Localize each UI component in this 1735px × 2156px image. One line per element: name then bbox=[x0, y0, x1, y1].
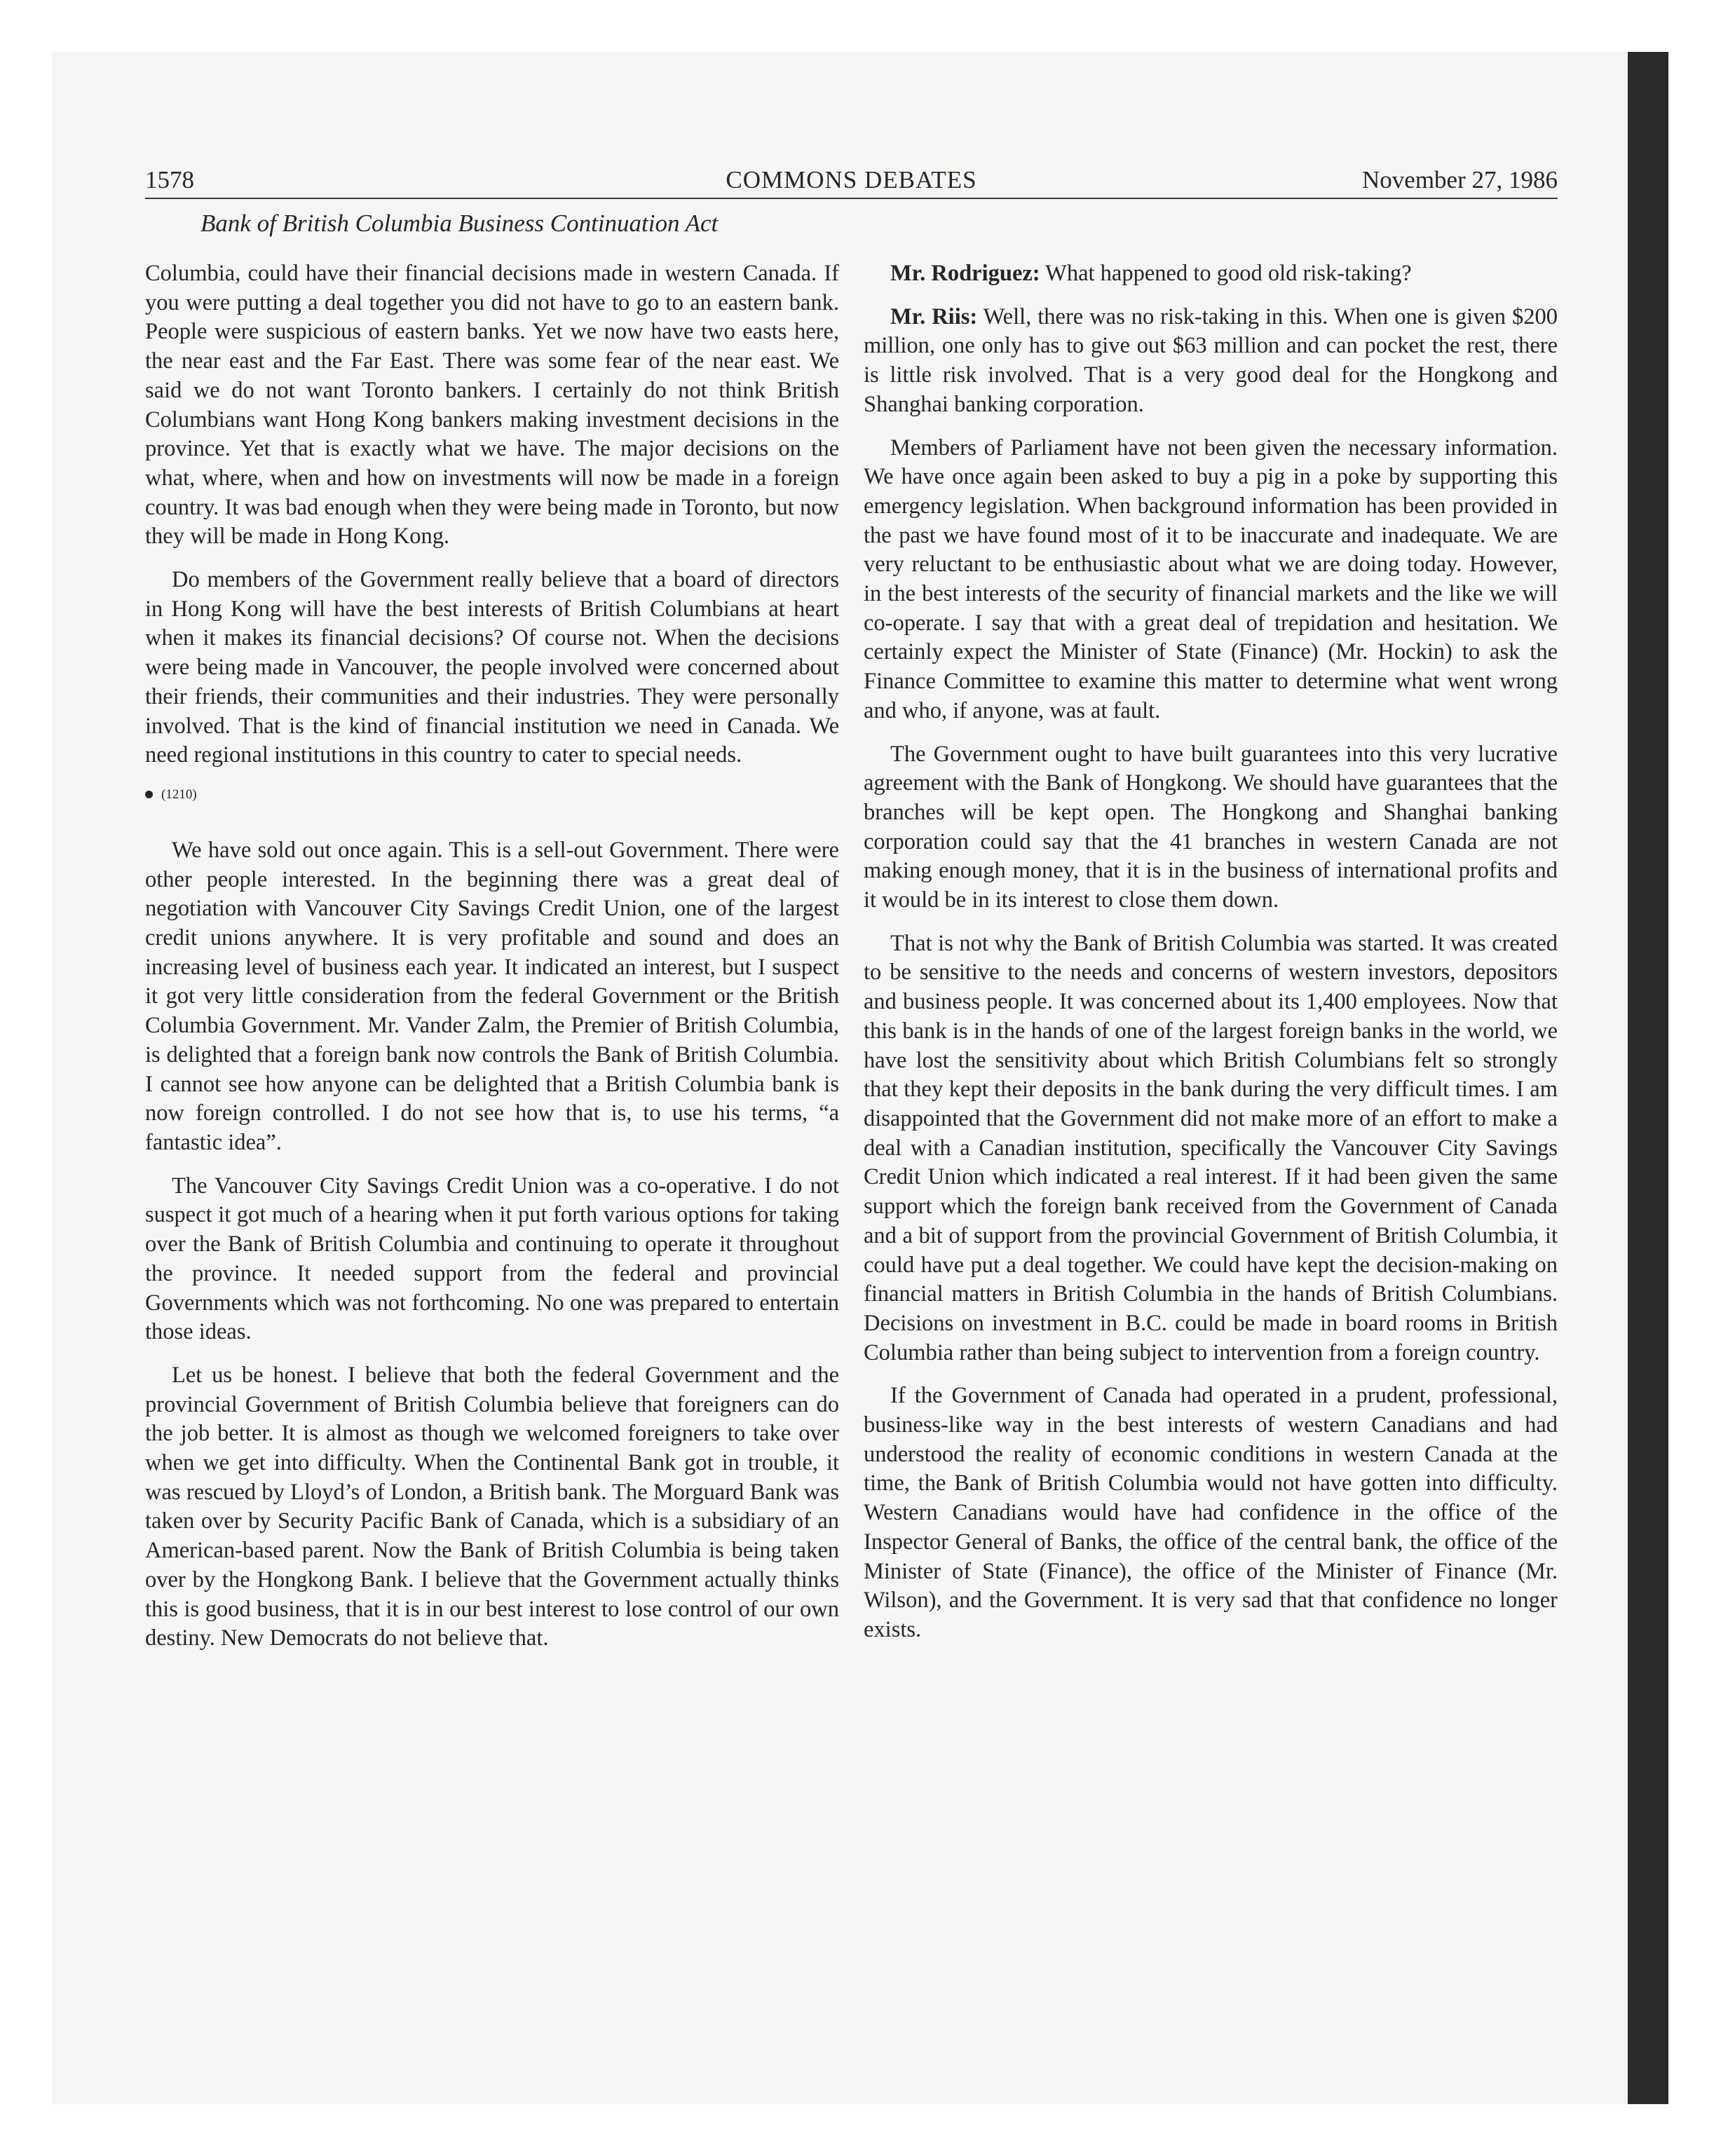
paragraph: Members of Parliament have not been given the necessary information. We have once again been asked to buy a pig in a poke by supporting this emergency legislation. When background information has been provided in the past we have found most of it to be inaccurate and inadequate. We are very reluctant to be enthusiastic about what we are doing today. However, in the best interests of the security of financial markets and the like we will co-operate. I say that with a great deal of trepidation and hesitation. We certainly expect the Minister of State (Finance) (Mr. Hockin) to ask the Finance Committee to examine this matter to determine what went wrong and who, if anyone, was at fault. bbox=[864, 435, 1558, 723]
paragraph: Let us be honest. I believe that both the federal Government and the provincial Government of British Columbia believe that foreigners can do the job better. It is almost as though we welcomed foreigners to take over when we get into difficulty. When the Continental Bank got in trouble, it was rescued by Lloyd’s of London, a British bank. The Morguard Bank was taken over by Security Pacific Bank of Canada, which is a subsidiary of an American-based parent. Now the Bank of British Columbia is being taken over by the Hongkong Bank. I believe that the Government actually thinks this is good business, that it is in our best interest to lose control of our own destiny. New Democrats do not believe that. bbox=[145, 1362, 839, 1651]
paragraph: Columbia, could have their financial decisions made in western Canada. If you were putting a deal together you did not have to go to an eastern bank. People were suspicious of eastern banks. Yet we now have two easts here, the near east and the Far East. There was some fear of the near east. We said we do not want Toronto bankers. I certainly do not think British Columbians want Hong Kong bankers making investment decisions in the province. Yet that is exactly what we have. The major decisions on the what, where, when and how on investments will now be made in a foreign country. It was bad enough when they were being made in Toronto, but now they will be made in Hong Kong. bbox=[145, 261, 839, 550]
speech-paragraph bbox=[864, 303, 1558, 420]
right-column bbox=[864, 259, 1558, 1659]
bullet-dot-icon bbox=[145, 791, 153, 798]
paragraph: Do members of the Government really believe that a board of directors in Hong Kong will have the best interests of British Columbians at heart when it makes its financial decisions? Of course not. When the decisions were being made in Vancouver, the people involved were concerned about their friends, their communities and their industries. They were personally involved. That is the kind of financial institution we need in Canada. We need regional institutions in this country to cater to special needs. bbox=[145, 567, 839, 768]
paragraph: That is not why the Bank of British Columbia was started. It was created to be sensitive to the needs and concerns of western investors, depositors and business people. It was concerned about its 1,400 employees. Now that this bank is in the hands of one of the largest foreign banks in the world, we have lost the sensitivity about which British Columbians felt so strongly that they kept their deposits in the bank during the very difficult times. I am disappointed that the Government did not make more of an effort to make a deal with a Canadian institution, specifically the Vancouver City Savings Credit Union which indicated a real interest. If it had been given the same support which the foreign bank received from the Government of Canada and a bit of support from the provincial Government of British Columbia, it could have put a deal together. We could have kept the decision-making on financial matters in British Columbia in the hands of British Columbians. Decisions on investment in B.C. could be made in board rooms in British Columbia rather than being subject to intervention from a foreign country. bbox=[864, 930, 1558, 1365]
page-header bbox=[145, 163, 1558, 199]
running-subhead: Bank of British Columbia Business Continuation Act bbox=[200, 210, 719, 237]
speaker-name: Mr. Riis: bbox=[890, 303, 978, 329]
paragraph: We have sold out once again. This is a sell-out Government. There were other people interested. In the beginning there was a great deal of negotiation with Vancouver City Savings Credit Union, one of the largest credit unions anywhere. It is very profitable and sound and does an increasing level of business each year. It indicated an interest, but I suspect it got very little consideration from the federal Government or the British Columbia Government. Mr. Vander Zalm, the Premier of British Columbia, is delighted that a foreign bank now controls the Bank of British Columbia. I cannot see how anyone can be delighted that a British Columbia bank is now foreign controlled. I do not see how that is, to use his terms, “a fantastic idea”. bbox=[145, 837, 839, 1155]
time-marker bbox=[145, 784, 839, 805]
page-number: 1578 bbox=[145, 166, 194, 193]
time-marker-label: (1210) bbox=[161, 786, 197, 802]
speech-text: What happened to good old risk-taking? bbox=[1040, 261, 1412, 286]
publication-title: COMMONS DEBATES bbox=[726, 166, 977, 193]
speech-text: Well, there was no risk-taking in this. When one is given $200 million, one only has to give out $63 million and can pocket the rest, there is little risk involved. That is a very good deal for the Hongkong and Shanghai banking corporation. bbox=[864, 303, 1558, 417]
paragraph: The Government ought to have built guarantees into this very lucrative agreement with the Bank of Hongkong. We should have guarantees that the branches will be kept open. The Hongkong and Shanghai banking corporation could say that the 41 branches in western Canada are not making enough money, that it is in the business of international profits and it would be in its interest to close them down. bbox=[864, 741, 1558, 913]
paragraph: If the Government of Canada had operated in a prudent, professional, business-like way in the best interests of western Canadians and had understood the reality of economic conditions in western Canada at the time, the Bank of British Columbia would not have gotten into difficulty. Western Canadians would have had confidence in the office of the Inspector General of Banks, the office of the central bank, the office of the Minister of State (Finance), the office of the Minister of Finance (Mr. Wilson), and the Government. It is very sad that that confidence no longer exists. bbox=[864, 1383, 1558, 1642]
paragraph: The Vancouver City Savings Credit Union was a co-operative. I do not suspect it got much of a hearing when it put forth various options for taking over the Bank of British Columbia and continuing to operate it throughout the province. It needed support from the federal and provincial Governments which was not forthcoming. No one was prepared to entertain those ideas. bbox=[145, 1173, 839, 1345]
speech-paragraph bbox=[864, 259, 1558, 289]
speaker-name: Mr. Rodriguez: bbox=[890, 261, 1040, 286]
scan-edge-shadow bbox=[1628, 52, 1668, 2104]
left-column bbox=[145, 259, 839, 1667]
publication-date: November 27, 1986 bbox=[1362, 166, 1558, 193]
